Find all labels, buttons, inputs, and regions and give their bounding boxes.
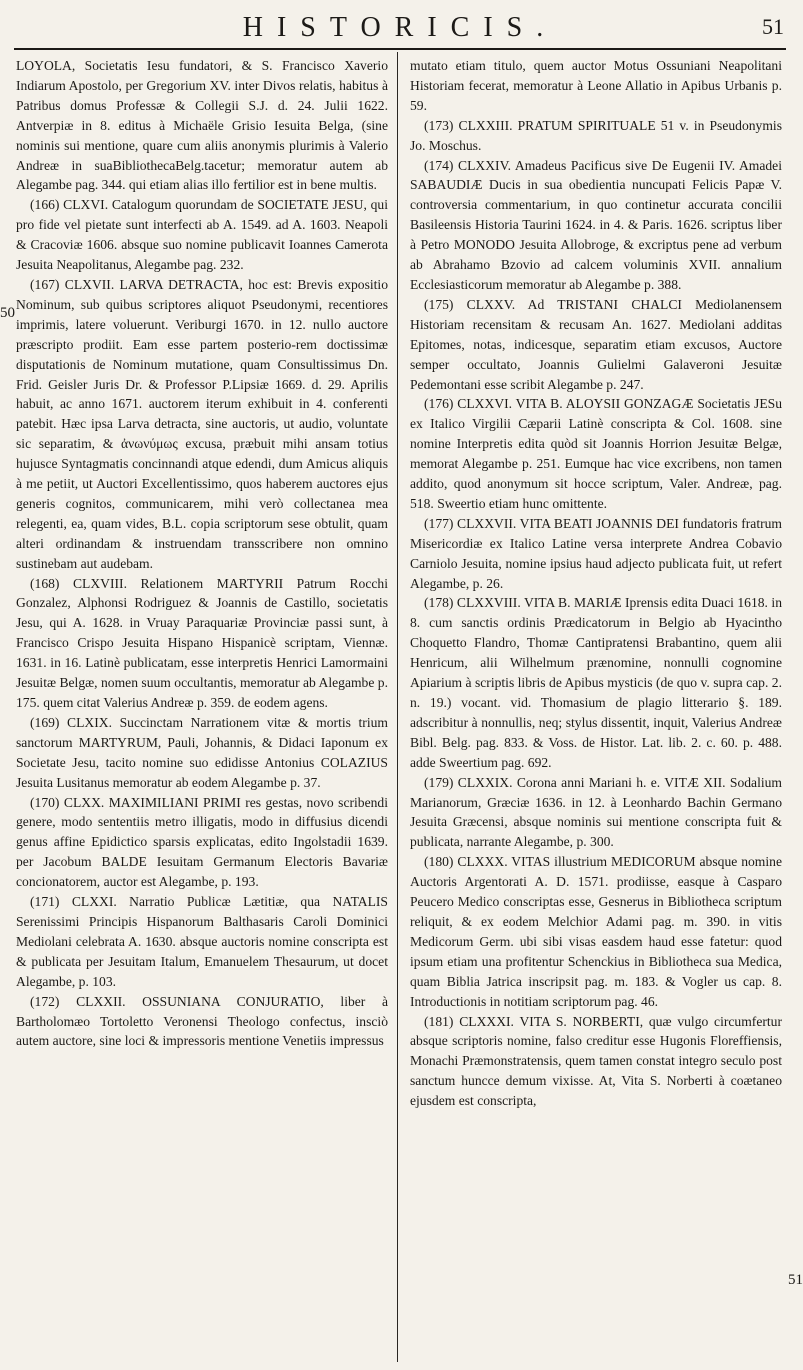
entry-paragraph: (178) CLXXVIII. VITA B. MARIÆ Iprensis edita Duaci 1618. in 8. cum sanctis ordinis Prædicatorum in Belgio ab Hyacintho Choquetto Flandro, Thomæ Cantipratensi Brabantino, quem alii Henricum, alii Wilhelmum prænomine, nonnulli cognomine Apiarium à scriptis libris de Apibus mysticis (de quo v. supra cap. 2. n. 19.) vocant. vid. Thomasium de plagio litterario §. 189. adscribitur à nonnullis, neq; stylus dissentit, inquit, Valerius Andreæ Bibl. Belg. pag. 833. & Voss. de Histor. Lat. lib. 2. c. 60. p. 488. adde Sweertium pag. 692. [410,595,782,770]
header-rule [14,48,786,50]
left-column [16,56,388,1051]
entry-paragraph: (167) CLXVII. LARVA DETRACTA, hoc est: Brevis expositio Nominum, sub quibus scriptores aliquot Pseudonymi, recentiores imprimis, latere voluerunt. Veriburgi 1670. in 12. nullo auctore præscripto prodiit. Eam esse partem posterio-rem doctissimæ disputationis de Nominum mutatione, quam Consultissimus Dn. Frid. Geisler Juris Dr. & Professor P.Lipsiæ 1669. d. 29. Aprilis habuit, ac anno 1671. auctorem iterum exhibuit in 4. conferenti patebit. Hæc ipsa Larva detracta, sine auctoris, ut audio, voluntate sic separatim, & ἀνωνύμως excusa, præbuit mihi ansam totius hujusce Syntagmatis concinnandi atque edendi, dum Amicus aliquis à me petiit, ut Auctori Excellentissimo, quos haberem auctores ejus generis cognitos, communicarem, mihi verò collectanea mea relegenti, ea, quam vides, B.L. copia scriptorum sese obtulit, quam alteri ordinandam & instruendam transscribere non omnino sustinebam aut audebam. [16,276,388,571]
entry-paragraph: (180) CLXXX. VITAS illustrium MEDICORUM absque nomine Auctoris Argentorati A. D. 1571. prodiisse, easque à Casparo Peucero Medico conscriptas esse, Gesnerus in Bibliotheca scriptum reliquit, & ex eodem Melchior Adami pag. m. 390. in vitis Medicorum Germ. ubi sibi visas easdem haud esse fatetur: quod ipsum etiam una profitentur Schenckius in Bibliotheca sua Medica, quam Biblia Jatrica inscripsit pag. m. 183. & Vogler us cap. 8. Introductionis in notitiam scriptorum pag. 46. [410,854,782,1009]
entry-paragraph: (173) CLXXIII. PRATUM SPIRITUALE 51 v. in Pseudonymis Jo. Moschus. [410,117,782,153]
margin-line-number-right: 51 [788,1272,803,1288]
column-divider [397,52,398,1362]
entry-paragraph: LOYOLA, Societatis Iesu fundatori, & S. Francisco Xaverio Indiarum Apostolo, per Gregorium XV. inter Divos relatis, habitus à Patribus domus Professæ & Collegii S.J. d. 24. Julii 1622. Antverpiæ in 8. editus à Michaële Grisio Iesuita Belga, (sine nominis sui mentione, quare cum aliis anonymis plurimis à Valerio Andreæ in suaBibliothecaBelg.tacetur; memoratur autem ab Alegambe pag. 344. qui etiam alias illo fertilior est in bene multis. [16,58,388,193]
entry-paragraph: (169) CLXIX. Succinctam Narrationem vitæ & mortis trium sanctorum MARTYRUM, Pauli, Johannis, & Didaci Iaponum ex Societate Jesu, tacito nomine suo edidisse Antonius COLAZIUS Jesuita Lusitanus memoratur ab eodem Alegambe p. 37. [16,714,388,790]
entry-paragraph: (176) CLXXVI. VITA B. ALOYSII GONZAGÆ Societatis JESu ex Italico Virgilii Cæparii Latinè conscripta & Col. 1608. sine nomine Interpretis edita quòd sit Joannis Horrion Jesuitæ Belgæ, memorat Alegambe p. 251. Eumque hac vice excribens, non tamen addito, quod anonymum sit hocce scriptum, Valer. Andreæ, pag. 518. Sweertio etiam hunc omittente. [410,396,782,511]
running-title: HISTORICIS. [242,12,558,43]
right-column [410,56,782,1111]
entry-paragraph: (181) CLXXXI. VITA S. NORBERTI, quæ vulgo circumfertur absque scriptoris nomine, falso creditur esse Hugonis Floreffiensis, Monachi Præmonstratensis, quem tamen constat integro seculo post sanctum huncce demum vixisse. At, Vita S. Norberti à coætaneo ejusdem est conscripta, [410,1013,782,1109]
entry-paragraph: (175) CLXXV. Ad TRISTANI CHALCI Mediolanensem Historiam recensitam & recusam An. 1627. Mediolani additas Epitomes, notas, indicesque, separatim etiam excusos, Auctore semper occultato, Joannis Gulielmi Galaveroni Jesuitæ Pedemontani esse scribit Alegambe p. 247. [410,296,782,392]
entry-paragraph: (170) CLXX. MAXIMILIANI PRIMI res gestas, novo scribendi genere, modo sententiis metro illigatis, modo in diffusius dicendi genus affine Epidictico sparsis explicatas, edito Ingolstadii 1639. per Jacobum BALDE Iesuitam Germanum Electoris Bavariæ concionatorem, auctor est Alegambe, p. 193. [16,794,388,890]
entry-paragraph: (168) CLXVIII. Relationem MARTYRII Patrum Rocchi Gonzalez, Alphonsi Rodriguez & Joannis de Castillo, societatis Jesu, qui A. 1628. in Vruay Paraquariæ Provinciæ passi sunt, à Francisco Crispo Jesuita Hispano Hispanicè scriptam, Viennæ. 1631. in 16. Latinè publicatam, esse interpretis Henrici Lamormaini Jesuitæ Belgæ, nomen suum occultantis, memoratur ab Alegambe p. 175. quem citat Valerius Andreæ p. 359. de eodem agens. [16,575,388,710]
page-number: 51 [762,14,784,39]
entry-paragraph: mutato etiam titulo, quem auctor Motus Ossuniani Neapolitani Historiam fecerat, memoratur à Leone Allatio in Apibus Urbanis p. 59. [410,58,782,113]
entry-paragraph: (166) CLXVI. Catalogum quorundam de SOCIETATE JESU, qui pro fide vel pietate sunt interfecti ab A. 1549. ad A. 1603. Neapoli & Cracoviæ 1606. absque suo nomine publicavit Ioannes Camerota Jesuita Neapolitanus, Alegambe pag. 232. [16,197,388,273]
margin-line-number-left: 50 [0,305,15,321]
entry-paragraph: (179) CLXXIX. Corona anni Mariani h. e. VITÆ XII. Sodalium Marianorum, Græciæ 1636. in 12. à Leonhardo Bachin Germano Jesuita Græcensi, absque nominis sui mentione conscripta fuit & publicata, narrante Alegambe, p. 300. [410,774,782,850]
entry-paragraph: (177) CLXXVII. VITA BEATI JOANNIS DEI fundatoris fratrum Misericordiæ ex Italico Latine versa interprete Andrea Cobavio Carniolo Jesuita, nomine ipsius haud adjecto publicata fuit, ut refert Alegambe, p. 26. [410,515,782,591]
entry-paragraph: (172) CLXXII. OSSUNIANA CONJURATIO, liber à Bartholomæo Tortoletto Veronensi Theologo confectus, insciò autem auctore, sine loci & impressoris mentione Venetiis impressus [16,993,388,1049]
entry-paragraph: (174) CLXXIV. Amadeus Pacificus sive De Eugenii IV. Amadei SABAUDIÆ Ducis in sua obedientia nuncupati Felicis Papæ V. controversia commentarium, in quo continetur accurata concilii Basileensis Historia Taurini 1624. in 4. & Paris. 1626. scriptus liber à Petro MONODO Jesuita Allobroge, & excriptus pene ad verbum ab Abrahamo Bzovio ad calcem voluminis XVII. annalium Ecclesiasticorum memoratur ab Alegambe p. 388. [410,157,782,292]
entry-paragraph: (171) CLXXI. Narratio Publicæ Lætitiæ, qua NATALIS Serenissimi Principis Hispanorum Balthasaris Caroli Dominici Mediolani celebrata A. 1630. absque auctoris nomine conscripta est & publicata per Jesuitam Italum, Emanuelem Thesaurum, ut docet Alegambe, p. 103. [16,894,388,989]
